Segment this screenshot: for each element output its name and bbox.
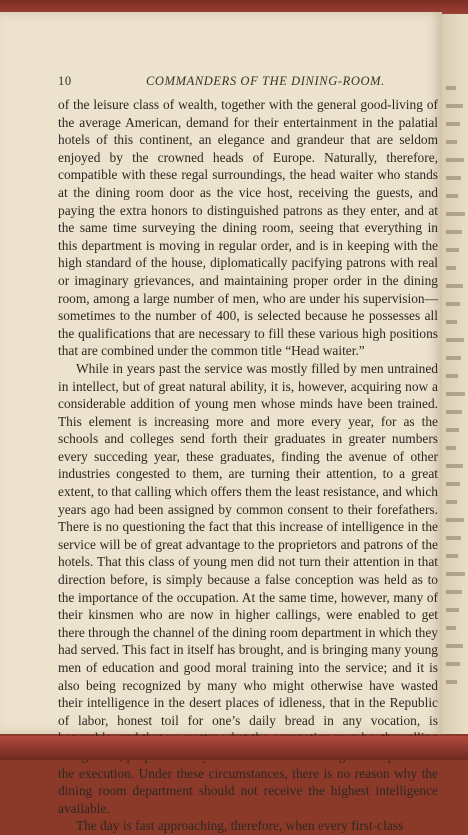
facing-page-text-fragment — [446, 266, 456, 270]
facing-page-text-fragment — [446, 392, 465, 396]
facing-page-text-fragment — [446, 500, 457, 504]
facing-page-edge — [442, 14, 468, 734]
facing-page-text-fragment — [446, 284, 463, 288]
facing-page-text-fragment — [446, 464, 463, 468]
facing-page-text-fragment — [446, 230, 462, 234]
facing-page-text-fragment — [446, 680, 457, 684]
facing-page-text-fragment — [446, 536, 461, 540]
facing-page-text-fragment — [446, 572, 465, 576]
facing-page-text-fragment — [446, 608, 459, 612]
facing-page-text-fragment — [446, 590, 462, 594]
paragraph-2: While in years past the service was mostly filled by men untrained in intellect, but of great natural ability, it is, however, acquiring now a considerable addition of young men whose minds have been trained. This element is increasing more and more every year, for as the schools and colleges send forth their graduates in greater numbers every succeding year, these graduates, finding the avenue of other industries congested to them, are turning their attention, to a great extent, to that calling which offers them the least resistance, and which years ago had been assigned by common consent to their forefathers. There is no questioning the fact that this increase of intelligence in the service will be of great advantage to the proprietors and patrons of the hotels. That this class of young men did not turn their attention in that direction before, is simply because a false conception was held as to the importance of the occupation. At the same time, however, many of their kinsmen who are now in higher callings, were enabled to get there through the channel of the dining room department in which they had served. This fact in itself has brought, and is bringing many young men of education and good moral training into the service; and it is also being recognized by many who might otherwise have wasted their intelligence in the desert places of idleness, that in the Republic of labor, honest toil for one’s daily bread in any vocation, is the execution. Under these circumstances, there is no reason why the dining room department should not receive the highest intelligence available. — [58, 360, 438, 816]
facing-page-text-fragment — [446, 356, 461, 360]
facing-page-text-fragment — [446, 194, 458, 198]
facing-page-text-fragment — [446, 248, 459, 252]
facing-page-text-fragment — [446, 482, 460, 486]
facing-page-text-fragment — [446, 338, 464, 342]
facing-page-text-fragment — [446, 374, 458, 378]
facing-page-text-fragment — [446, 554, 458, 558]
facing-page-text-fragment — [446, 158, 464, 162]
book-page — [0, 12, 442, 834]
facing-page-text-fragment — [446, 86, 456, 90]
facing-page-text-fragment — [446, 410, 462, 414]
paragraph-3: The day is fast approaching, therefore, when every first-class — [76, 818, 404, 834]
facing-page-text-fragment — [446, 176, 461, 180]
facing-page-text-fragment — [446, 302, 460, 306]
facing-page-text-fragment — [446, 518, 464, 522]
facing-page-text-fragment — [446, 446, 456, 450]
book-cover-bottom-edge — [0, 736, 468, 760]
running-head: COMMANDERS OF THE DINING-ROOM. — [146, 74, 385, 88]
facing-page-text-fragment — [446, 626, 456, 630]
facing-page-text-fragment — [446, 320, 457, 324]
facing-page-text-fragment — [446, 428, 459, 432]
paragraph-1: of the leisure class of wealth, together with the general good-living of the average American, demand for their entertainment in the palatial hotels of this continent, an elegance and grandeur that are seldom enjoyed by the crowned heads of Europe. Naturally, therefore, compatible with these regal surroundings, the head waiter who stands at the dining room door as the vice host, receiving the guests, and paying the extra honors to distinguished patrons as they enter, and at the same time surveying the dining room, seeing that everything in this department is moving in regular order, and is in keeping with the high standard of the house, diplomatically pacifying patrons with real or imaginary grievances, and maintaining proper order in the dining room, among a large number of men, who are under his supervision—sometimes to the number of 400, is selected because he possesses all the qualifications that are necessary to fill these various high positions that are combined under the common title “Head waiter.” — [58, 97, 438, 359]
facing-page-text-fragment — [446, 104, 463, 108]
page-body — [58, 96, 438, 835]
facing-page-text-fragment — [446, 122, 460, 126]
facing-page-text-fragment — [446, 212, 465, 216]
page-number: 10 — [58, 74, 72, 88]
facing-page-text-fragment — [446, 644, 463, 648]
facing-page-text-fragment — [446, 140, 457, 144]
facing-page-text-fragment — [446, 662, 460, 666]
